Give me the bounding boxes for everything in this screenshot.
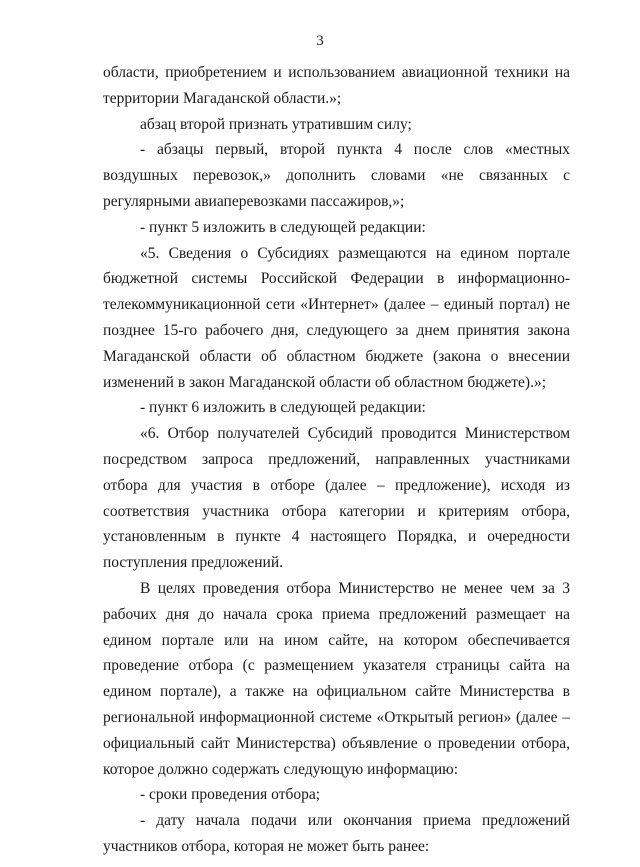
paragraph-4: - пункт 5 изложить в следующей редакции: (140, 218, 426, 236)
paragraph-6: - пункт 6 изложить в следующей редакции: (140, 399, 426, 417)
paragraph-7: «6. Отбор получателей Субсидий проводится Министерством посредством запроса предложений, направленных участниками отбора для участия в отборе (далее – предложение), исходя из соответствия участника отбора категории и критериям отбора, установленным в пункте 4 настоящего Порядка, и очередности поступления предложений. (103, 425, 570, 572)
page-number: 3 (316, 33, 324, 49)
paragraph-1: области, приобретением и использованием авиационной техники на территории Магаданской области.»; (103, 64, 570, 107)
paragraph-9: - сроки проведения отбора; (140, 786, 321, 804)
paragraph-10: - дату начала подачи или окончания приема предложений участников отбора, которая не может быть ранее: (103, 812, 570, 855)
paragraph-2: абзац второй признать утратившим силу; (140, 115, 412, 133)
paragraph-5: «5. Сведения о Субсидиях размещаются на едином портале бюджетной системы Российской Федерации в информационно-телекоммуникационной сети «Интернет» (далее – единый портал) не позднее 15-го рабочего дня, следующего за днем принятия закона Магаданской области об областном бюджете (закона о внесении изменений в закон Магаданской области об областном бюджете).»; (103, 244, 570, 391)
paragraph-8: В целях проведения отбора Министерство не менее чем за 3 рабочих дня до начала срока приема предложений размещает на едином портале или на ином сайте, на котором обеспечивается проведение отбора (с размещением указателя страницы сайта на едином портале), а также на официальном сайте Министерства в региональной информационной системе «Открытый регион» (далее – официальный сайт Министерства) объявление о проведении отбора, которое должно содержать следующую информацию: (103, 579, 570, 778)
paragraph-3: - абзацы первый, второй пункта 4 после слов «местных воздушных перевозок,» дополнить словами «не связанных с регулярными авиаперевозками пассажиров,»; (103, 141, 570, 210)
document-body (103, 60, 570, 860)
